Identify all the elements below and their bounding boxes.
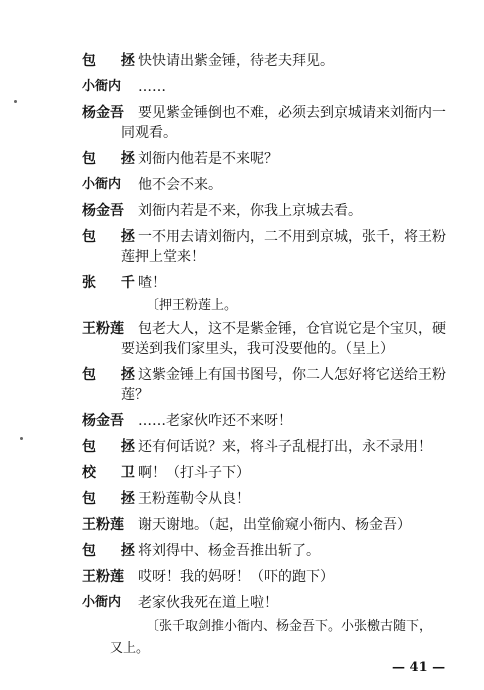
dialogue-text: 喳！: [138, 275, 166, 291]
speaker-name: 包 拯: [82, 491, 145, 507]
stage-direction-text: 又上。: [110, 641, 150, 656]
dialogue-text: 包老大人，这不是紫金锤，仓官说它是个宝贝，硬: [138, 321, 446, 337]
page-number: — 41 —: [392, 660, 446, 675]
speaker-name: 小衙内: [82, 177, 122, 192]
dialogue-text: 要送到我们家里头，我可没要他的。（呈上）: [121, 341, 394, 357]
dialogue-text: 老家伙我死在道上啦！: [138, 595, 278, 611]
dialogue-line: [0, 590, 484, 616]
speaker-name: 杨金吾: [82, 203, 124, 219]
dialogue-text: 要见紫金锤倒也不难，必须去到京城请来刘衙内一: [138, 105, 446, 121]
speaker-name: 王粉莲: [82, 321, 124, 337]
dialogue-text: 这紫金锤上有国书图号，你二人怎好将它送给王粉: [138, 367, 446, 383]
dialogue-line: [0, 74, 484, 100]
dialogue-text: 还有何话说？来，将斗子乱棍打出，永不录用！: [138, 439, 432, 455]
stage-direction-continued: [0, 636, 484, 662]
speaker-name: 杨金吾: [82, 105, 124, 121]
dialogue-text: 谢天谢地。（起，出堂偷窥小衙内、杨金吾）: [138, 517, 411, 533]
speaker-name: 小衙内: [82, 595, 122, 610]
speaker-name: 包 拯: [82, 53, 145, 69]
dialogue-text: ……: [138, 79, 166, 95]
dialogue-text: 啊！（打斗子下）: [138, 465, 250, 481]
speaker-name: 张 千: [82, 275, 145, 291]
speaker-name: 王粉莲: [82, 569, 124, 585]
dialogue-line: [0, 564, 484, 590]
scan-mark: [14, 100, 17, 103]
dialogue-line: [0, 408, 484, 434]
dialogue-line: [0, 48, 484, 74]
speaker-name: 王粉莲: [82, 517, 124, 533]
speaker-name: 杨金吾: [82, 413, 124, 429]
dialogue-text: 一不用去请刘衙内，二不用到京城，张千，将王粉: [138, 229, 446, 245]
dialogue-text: 将刘得中、杨金吾推出斩了。: [138, 543, 320, 559]
dialogue-text: 快快请出紫金锤，待老夫拜见。: [138, 53, 334, 69]
dialogue-text: 他不会不来。: [138, 177, 222, 193]
dialogue-text: 刘衙内若是不来，你我上京城去看。: [138, 203, 362, 219]
scan-mark: [20, 437, 23, 440]
dialogue-line-continued: [0, 382, 484, 408]
dialogue-line-continued: [0, 244, 484, 270]
dialogue-line: [0, 434, 484, 460]
dialogue-line: [0, 172, 484, 198]
speaker-name: 包 拯: [82, 151, 145, 167]
speaker-name: 包 拯: [82, 367, 145, 383]
dialogue-line: [0, 198, 484, 224]
dialogue-line: [0, 512, 484, 538]
stage-direction-text: 〔张千取剑推小衙内、杨金吾下。小张檄古随下，: [146, 619, 433, 634]
dialogue-text: 莲？: [121, 387, 149, 403]
speaker-name: 包 拯: [82, 543, 145, 559]
dialogue-text: 同观看。: [121, 125, 177, 141]
dialogue-line: [0, 460, 484, 486]
speaker-name: 包 拯: [82, 439, 145, 455]
speaker-name: 小衙内: [82, 79, 122, 94]
speaker-name: 校 卫: [82, 465, 145, 481]
speaker-name: 包 拯: [82, 229, 145, 245]
dialogue-line: [0, 146, 484, 172]
dialogue-text: 刘衙内他若是不来呢？: [138, 151, 278, 167]
dialogue-text: 莲押上堂来！: [121, 249, 205, 265]
dialogue-line: [0, 486, 484, 512]
dialogue-line-continued: [0, 120, 484, 146]
dialogue-line: [0, 538, 484, 564]
dialogue-text: ……老家伙咋还不来呀！: [138, 413, 292, 429]
dialogue-line-continued: [0, 336, 484, 362]
stage-direction-text: 〔押王粉莲上。: [146, 298, 238, 313]
dialogue-text: 哎呀！我的妈呀！（吓的跑下）: [138, 569, 334, 585]
dialogue-text: 王粉莲勒令从良！: [138, 491, 250, 507]
